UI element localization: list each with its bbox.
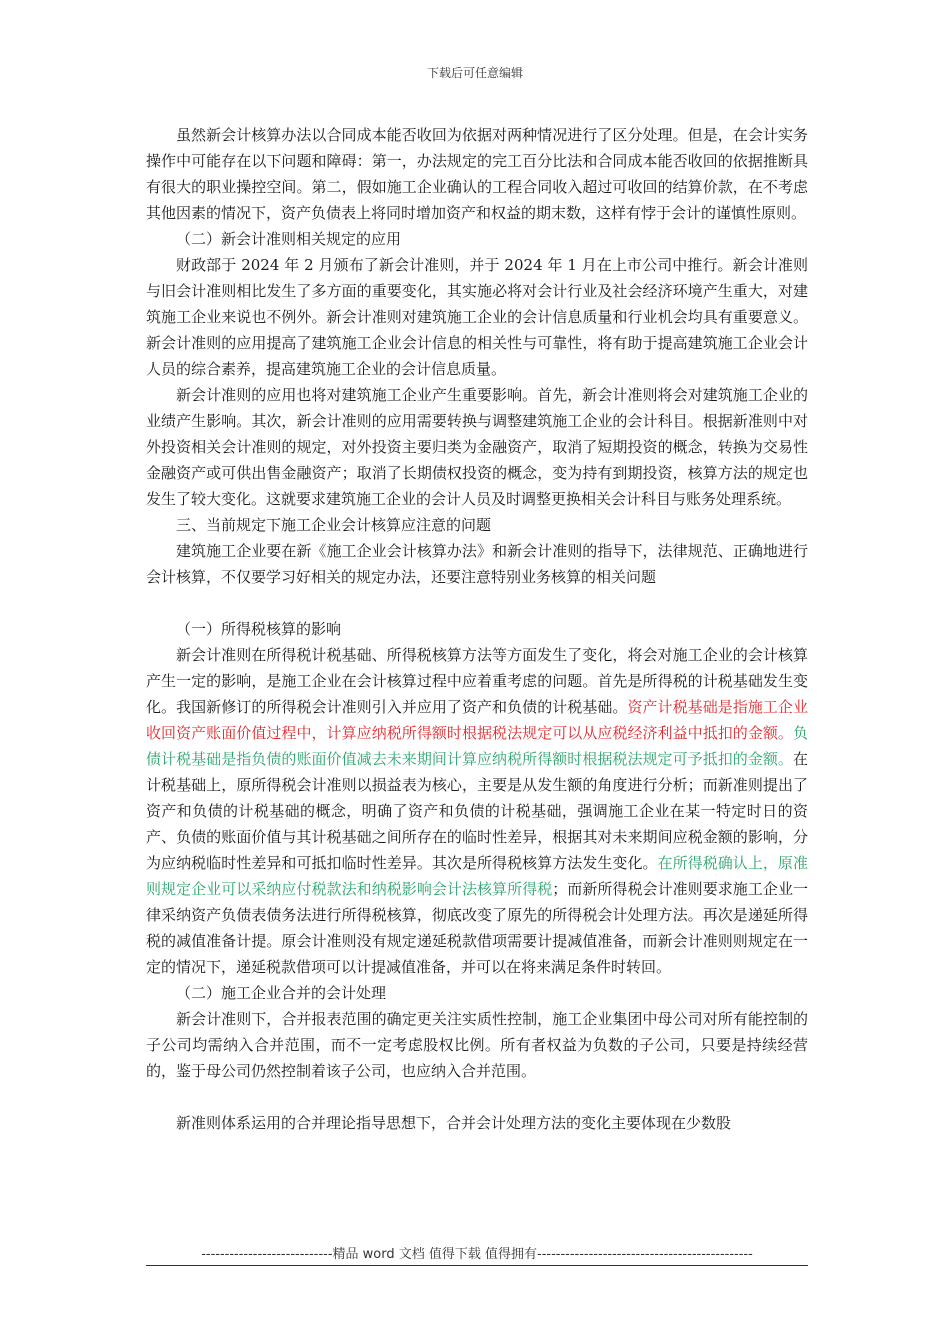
paragraph: 建筑施工企业要在新《施工企业会计核算办法》和新会计准则的指导下，法律规范、正确地进行会计核算，不仅要学习好相关的规定办法，还要注意特别业务核算的相关问题: [146, 542, 808, 586]
section-heading: 三、当前规定下施工企业会计核算应注意的问题: [176, 516, 492, 534]
page-footer: ----------------------------精品 word 文档 值得下载 值得拥有----------------------------------------------: [201, 1247, 753, 1262]
spacer: [146, 590, 808, 616]
paragraph: 新会计准则下，合并报表范围的确定更关注实质性控制，施工企业集团中母公司对所有能控制的子公司均需纳入合并范围，而不一定考虑股权比例。所有者权益为负数的子公司，只要是持续经营的，鉴于母公司仍然控制着该子公司，也应纳入合并范围。: [146, 1010, 808, 1080]
paragraph: 新会计准则的应用也将对建筑施工企业产生重要影响。首先，新会计准则将会对建筑施工企业的业绩产生影响。其次，新会计准则的应用需要转换与调整建筑施工企业的会计科目。根据新准则中对外投资相关会计准则的规定，对外投资主要归类为金融资产，取消了短期投资的概念，转换为交易性金融资产或可供出售金融资产；取消了长期债权投资的概念，变为持有到期投资，核算方法的规定也发生了较大变化。这就要求建筑施工企业的会计人员及时调整更换相关会计科目与账务处理系统。: [146, 386, 808, 508]
section-heading: （一）所得税核算的影响: [176, 620, 342, 638]
footer-divider: [146, 1265, 808, 1266]
paragraph: 新准则体系运用的合并理论指导思想下，合并会计处理方法的变化主要体现在少数股: [176, 1114, 732, 1132]
paragraph: 财政部于 2024 年 2 月颁布了新会计准则，并于 2024 年 1 月在上市公司中推行。新会计准则与旧会计准则相比发生了多方面的重要变化，其实施必将对会计行业及社会经济环境产生重大，对建筑施工企业来说也不例外。新会计准则对建筑施工企业的会计信息质量和行业机会均具有重要意义。新会计准则的应用提高了建筑施工企业会计信息的相关性与可靠性，将有助于提高建筑施工企业会计人员的综合素养，提高建筑施工企业的会计信息质量。: [146, 256, 808, 378]
document-body: [146, 122, 808, 1136]
page-header: 下载后可任意编辑: [426, 66, 523, 80]
paragraph-text: 在计税基础上，原所得税会计准则以损益表为核心，主要是从发生额的角度进行分析；而新准则提出了资产和负债的计税基础的概念，明确了资产和负债的计税基础，强调施工企业在某一特定时日的资产、负债的账面价值与其计税基础之间所存在的临时性差异，根据其对未来期间应税金额的影响，分为应纳税临时性差异和可抵扣临时性差异。其次是所得税核算方法发生变化。: [146, 750, 808, 872]
paragraph-text: ；而新所得税会计准则要求施工企业一律采纳资产负债表债务法进行所得税核算，彻底改变了原先的所得税会计处理方法。再次是递延所得税的减值准备计提。原会计准则没有规定递延税款借项需要计提减值准备，而新会计准则则规定在一定的情况下，递延税款借项可以计提减值准备，并可以在将来满足条件时转回。: [146, 880, 808, 976]
paragraph-text: 新会计准则在所得税计税基础、所得税核算方法等方面发生了变化，将会对施工企业的会计核算产生一定的影响，是施工企业在会计核算过程中应着重考虑的问题。首先是所得税的计税基础发生变化。我国新修订的所得税会计准则引入并应用了资产和负债的计税基础。: [146, 646, 808, 716]
section-heading: （二）施工企业合并的会计处理: [176, 984, 387, 1002]
highlighted-text-green: 负债计税基础是指负债的账面价值减去未来期间计算应纳税所得额时根据税法规定可予抵扣的金额。: [146, 724, 808, 768]
spacer: [146, 1084, 808, 1110]
paragraph: [146, 642, 808, 980]
paragraph: 虽然新会计核算办法以合同成本能否收回为依据对两种情况进行了区分处理。但是，在会计实务操作中可能存在以下问题和障碍：第一，办法规定的完工百分比法和合同成本能否收回的依据推断具有很大的职业操控空间。第二，假如施工企业确认的工程合同收入超过可收回的结算价款，在不考虑其他因素的情况下，资产负债表上将同时增加资产和权益的期末数，这样有悖于会计的谨慎性原则。: [146, 126, 808, 222]
section-heading: （二）新会计准则相关规定的应用: [176, 230, 402, 248]
highlighted-text-red: 资产计税基础是指施工企业收回资产账面价值过程中，计算应纳税所得额时根据税法规定可以从应税经济利益中抵扣的金额。: [146, 698, 808, 742]
highlighted-text-green: 在所得税确认上，原准则规定企业可以采纳应付税款法和纳税影响会计法核算所得税: [146, 854, 808, 898]
